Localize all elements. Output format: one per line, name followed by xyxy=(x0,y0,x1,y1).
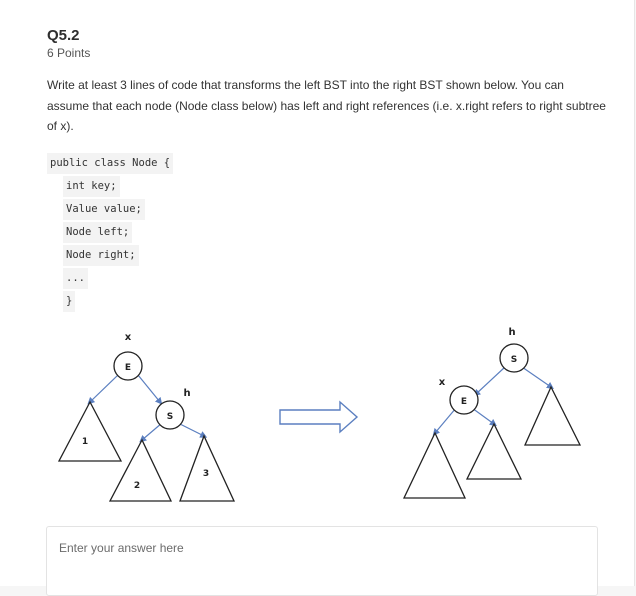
answer-placeholder: Enter your answer here xyxy=(59,541,184,555)
subtree-2 xyxy=(110,440,171,501)
left-child-ref: h xyxy=(183,388,191,399)
subtree-1 xyxy=(404,433,465,498)
right-tree xyxy=(404,327,580,498)
left-tree xyxy=(59,332,234,501)
node-S-label: S xyxy=(510,355,518,365)
code-line: Node right; xyxy=(63,245,139,266)
left-edge xyxy=(142,423,162,440)
code-line: ... xyxy=(63,268,88,289)
right-child-ref: x xyxy=(438,377,446,388)
code-line: public class Node { xyxy=(47,153,173,174)
right-edge xyxy=(178,423,204,436)
node-S-label: S xyxy=(166,412,174,422)
subtree-1-label: 1 xyxy=(81,437,89,447)
bst-diagram xyxy=(47,318,601,514)
right-subtree xyxy=(525,387,580,445)
code-line: Value value; xyxy=(63,199,145,220)
right-edge xyxy=(138,375,160,402)
transform-arrow-icon xyxy=(280,402,357,432)
subtree-2-label: 2 xyxy=(133,481,141,491)
right-edge xyxy=(472,408,494,424)
left-edge xyxy=(476,367,505,394)
question-title: Q5.2 xyxy=(47,27,80,44)
question-points: 6 Points xyxy=(47,46,91,60)
question-prompt: Write at least 3 lines of code that transforms the left BST into the right BST shown below. You can assume that each node (Node class below) has left and right references (i.e. x.right refers to right subtree of x). xyxy=(47,78,606,133)
code-block xyxy=(47,153,173,314)
node-E-label: E xyxy=(460,397,468,407)
left-edge xyxy=(90,375,118,402)
right-edge xyxy=(522,367,551,387)
left-root-ref: x xyxy=(124,332,132,343)
left-edge xyxy=(435,408,456,433)
bst-rotation-figure xyxy=(47,318,601,514)
subtree-3-label: 3 xyxy=(202,469,210,479)
code-line: int key; xyxy=(63,176,120,197)
right-root-ref: h xyxy=(508,327,516,338)
subtree-2 xyxy=(467,424,521,479)
node-E-label: E xyxy=(124,363,132,373)
code-line: } xyxy=(63,291,75,312)
code-line: Node left; xyxy=(63,222,132,243)
subtree-1 xyxy=(59,402,121,461)
